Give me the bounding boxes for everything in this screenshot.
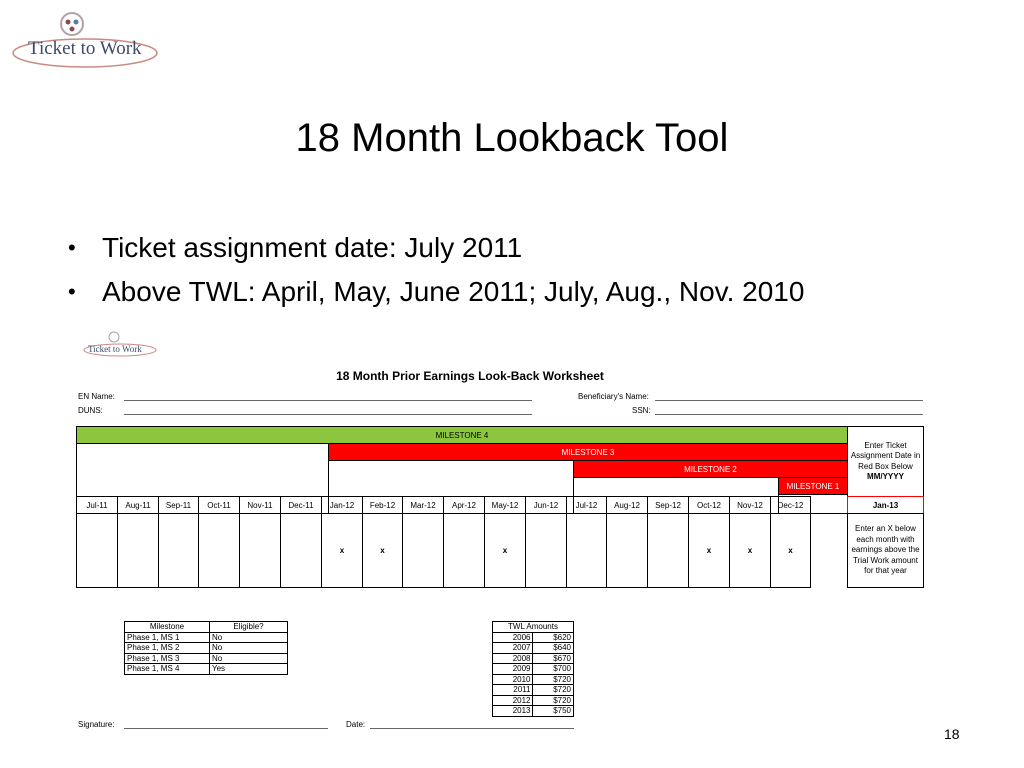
beneficiary-name-label: Beneficiary's Name: — [578, 392, 649, 401]
duns-label: DUNS: — [78, 406, 103, 415]
date-field[interactable] — [370, 728, 574, 729]
month-header: Jul-11 — [76, 496, 118, 514]
earnings-mark-cell[interactable]: x — [770, 513, 811, 588]
table-row: 2009 $700 — [493, 664, 574, 675]
milestone-2-bar: MILESTONE 2 — [573, 460, 848, 478]
earnings-mark-cell[interactable] — [606, 513, 648, 588]
earnings-mark-cell[interactable] — [239, 513, 281, 588]
earnings-mark-cell[interactable]: x — [321, 513, 363, 588]
milestone-3-bar: MILESTONE 3 — [328, 443, 848, 461]
bullet-list — [68, 226, 804, 314]
eligibility-table: Milestone Eligible? Phase 1, MS 1 No Phase 1, MS 2 No Phase 1, MS 3 No Phase 1, MS 4 Yes — [124, 621, 288, 675]
duns-field[interactable] — [124, 414, 532, 415]
ticket-to-work-logo — [10, 8, 160, 68]
earnings-mark-cell[interactable] — [198, 513, 240, 588]
month-header: Nov-12 — [729, 496, 771, 514]
table-row: 2008 $670 — [493, 653, 574, 664]
month-header: Aug-12 — [606, 496, 648, 514]
signature-label: Signature: — [78, 720, 115, 729]
month-header: Sep-11 — [158, 496, 199, 514]
bullet-dot-icon: • — [68, 235, 76, 260]
ssn-field[interactable] — [655, 414, 923, 415]
earnings-mark-cell[interactable]: x — [688, 513, 730, 588]
month-header: Feb-12 — [362, 496, 403, 514]
earnings-mark-cell[interactable] — [76, 513, 118, 588]
month-header: Apr-12 — [443, 496, 485, 514]
table-row: Phase 1, MS 1 No — [125, 632, 288, 643]
en-name-label: EN Name: — [78, 392, 115, 401]
earnings-mark-cell[interactable] — [566, 513, 607, 588]
earnings-mark-cell[interactable] — [280, 513, 322, 588]
worksheet-logo: Ticket to Work — [82, 330, 162, 358]
table-row: 2011 $720 — [493, 685, 574, 696]
bullet-item: • Above TWL: April, May, June 2011; July, Aug., Nov. 2010 — [68, 270, 804, 314]
month-header: Dec-12 — [770, 496, 811, 514]
side-note: Enter an X below each month with earnings above the Trial Work amount for that year — [847, 513, 924, 588]
beneficiary-name-field[interactable] — [655, 400, 923, 401]
earnings-mark-cell[interactable] — [443, 513, 485, 588]
earnings-mark-cell[interactable]: x — [484, 513, 526, 588]
date-label: Date: — [346, 720, 366, 729]
bullet-item: • Ticket assignment date: July 2011 — [68, 226, 804, 270]
table-row: 2007 $640 — [493, 643, 574, 654]
signature-field[interactable] — [124, 728, 328, 729]
earnings-mark-cell[interactable] — [158, 513, 199, 588]
logo-text: Ticket to Work — [28, 38, 142, 59]
side-header: Enter Ticket Assignment Date in Red Box Below MM/YYYY — [847, 426, 924, 497]
milestone-4-bar: MILESTONE 4 — [76, 426, 848, 444]
twl-amounts-table: TWL Amounts 2006 $620 2007 $640 2008 $670 2009 $700 2010 $720 2011 $720 2012 $720 2013 $750 — [492, 621, 574, 717]
table-row: Phase 1, MS 4 Yes — [125, 664, 288, 675]
table-row: Phase 1, MS 3 No — [125, 653, 288, 664]
earnings-mark-cell[interactable] — [525, 513, 567, 588]
en-name-field[interactable] — [124, 400, 532, 401]
month-header: Mar-12 — [402, 496, 444, 514]
earnings-mark-cell[interactable] — [402, 513, 444, 588]
bullet-dot-icon: • — [68, 279, 76, 304]
month-header: Jan-12 — [321, 496, 363, 514]
earnings-mark-cell[interactable] — [647, 513, 689, 588]
table-row: 2010 $720 — [493, 674, 574, 685]
milestone-1-bar: MILESTONE 1 — [778, 477, 848, 495]
month-header: Dec-11 — [280, 496, 322, 514]
ssn-label: SSN: — [632, 406, 651, 415]
month-header: Sep-12 — [647, 496, 689, 514]
month-header: Nov-11 — [239, 496, 281, 514]
month-header: Jun-12 — [525, 496, 567, 514]
earnings-mark-cell[interactable]: x — [729, 513, 771, 588]
table-row: 2006 $620 — [493, 632, 574, 643]
month-header: May-12 — [484, 496, 526, 514]
earnings-mark-cell[interactable] — [117, 513, 159, 588]
page-title: 18 Month Lookback Tool — [295, 116, 729, 160]
month-header: Jul-12 — [566, 496, 607, 514]
worksheet-title: 18 Month Prior Earnings Look-Back Worksheet — [336, 369, 604, 383]
month-header: Oct-11 — [198, 496, 240, 514]
page-number: 18 — [944, 726, 960, 742]
month-header: Oct-12 — [688, 496, 730, 514]
assignment-month-box[interactable]: Jan-13 — [847, 496, 924, 514]
month-header: Aug-11 — [117, 496, 159, 514]
table-row: 2013 $750 — [493, 706, 574, 717]
earnings-mark-cell[interactable]: x — [362, 513, 403, 588]
table-row: 2012 $720 — [493, 695, 574, 706]
table-row: Phase 1, MS 2 No — [125, 643, 288, 654]
